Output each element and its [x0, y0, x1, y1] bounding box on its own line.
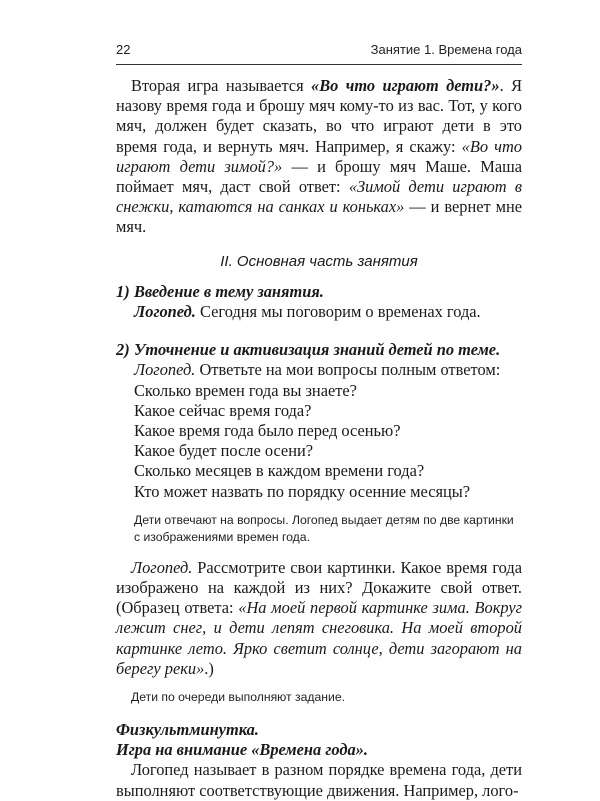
- page-body: [116, 76, 522, 801]
- speech-text: Сегодня мы поговорим о временах года.: [195, 302, 481, 322]
- item-number: 2): [116, 340, 130, 360]
- stage-direction: Дети по очереди выполняют задание.: [131, 690, 345, 705]
- item-speech: [134, 360, 522, 380]
- pictures-text-2: .): [204, 658, 214, 678]
- phys-paragraph: Логопед называет в разном порядке времена года, дети выполняют соответствующие движения. Например, лого-: [116, 760, 522, 800]
- intro-text-3: — и брошу мяч Маше. Маша поймает мяч, даст свой ответ:: [116, 156, 522, 197]
- question: Сколько месяцев в каждом времени года?: [134, 461, 425, 481]
- header-rule: [116, 64, 522, 65]
- speaker-label: Логопед.: [134, 360, 196, 380]
- section-title: II. Основная часть занятия: [220, 252, 418, 270]
- question: Кто может назвать по порядку осенние месяцы?: [134, 481, 471, 501]
- intro-text-4: — и вернет мне мяч.: [116, 197, 523, 237]
- example-answer: «Зимой дети играют в снежки, катаются на санках и коньках»: [116, 177, 522, 217]
- question: Какое время года было перед осенью?: [134, 421, 401, 441]
- question: Какое сейчас время года?: [134, 400, 312, 420]
- intro-paragraph: [116, 76, 522, 238]
- intro-text-2: . Я назову время года и брошу мяч кому-то из вас. Тот, у кого мяч, должен будет сказать, во что играют дети в это время года, и вернуть мяч. Например, я скажу:: [116, 76, 523, 156]
- pictures-text-1: Рассмотрите свои картинки. Какое время года изображено на каждой из них? Докажите свой ответ. (Образец ответа:: [116, 557, 522, 618]
- item-introduction: [116, 282, 522, 322]
- item-clarification: [116, 340, 522, 502]
- running-title: Занятие 1. Времена года: [370, 42, 522, 57]
- page-number: 22: [116, 42, 131, 57]
- speaker-label: Логопед.: [131, 557, 193, 577]
- item-speech: [134, 302, 522, 322]
- example-question: «Во что играют дети зимой?»: [116, 136, 522, 176]
- question: Сколько времен года вы знаете?: [134, 380, 357, 400]
- phys-game-title: Игра на внимание «Времена года».: [116, 740, 368, 760]
- phys-title: Физкультминутка.: [116, 720, 259, 740]
- question: Какое будет после осени?: [134, 441, 314, 461]
- item-heading: Уточнение и активизация знаний детей по теме.: [134, 340, 501, 360]
- sample-answer: «На моей первой картинке зима. Вокруг лежит снег, и дети лепят снеговика. На моей второй картинке лето. Ярко светит солнце, дети загорают на берегу реки»: [116, 598, 523, 678]
- item-number: 1): [116, 281, 130, 301]
- game-name: «Во что играют дети?»: [311, 76, 500, 95]
- page-header: [116, 42, 522, 57]
- intro-text-1: Вторая игра называется: [131, 76, 312, 95]
- pictures-paragraph: [116, 558, 522, 679]
- speaker-label: Логопед.: [134, 302, 196, 322]
- item-heading: Введение в тему занятия.: [134, 281, 324, 301]
- stage-direction: Дети отвечают на вопросы. Логопед выдает детям по две картинки с изображениями времен года.: [134, 512, 514, 544]
- speech-text: Ответьте на мои вопросы полным ответом:: [195, 360, 501, 380]
